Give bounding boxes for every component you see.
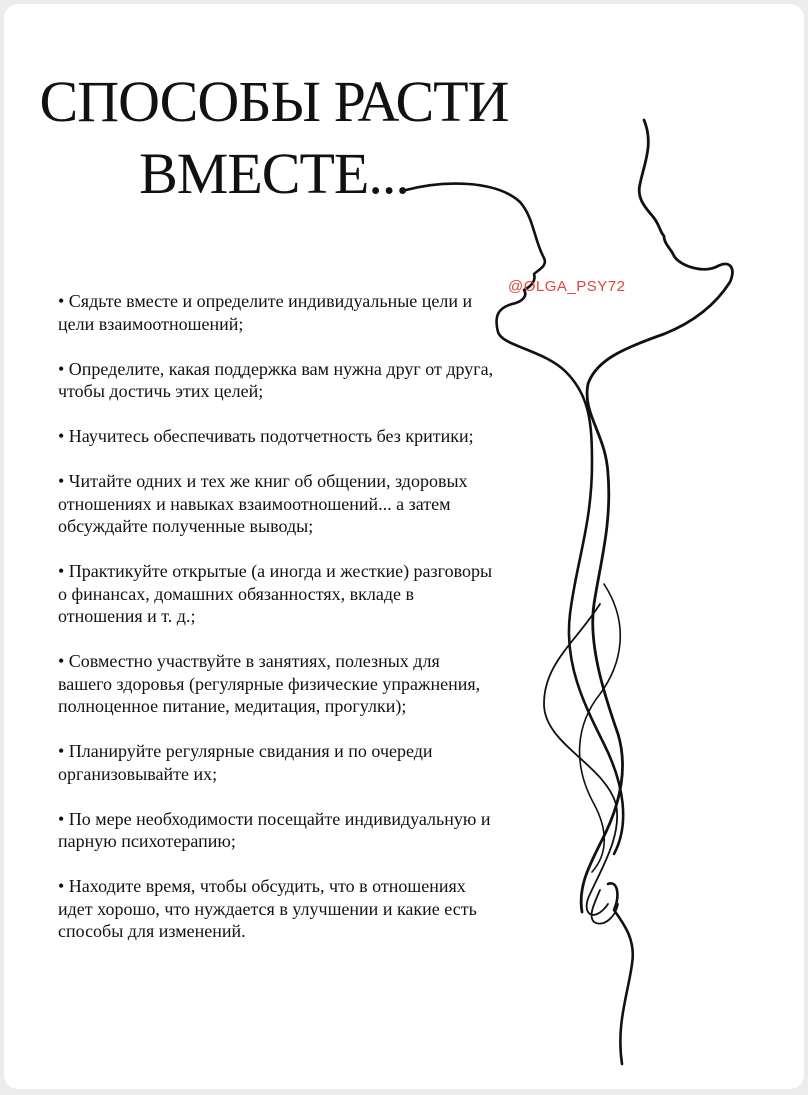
list-item: • По мере необходимости посещайте индивидуальную и парную психотерапию; <box>58 808 491 851</box>
page-title <box>4 66 544 210</box>
list-item: • Практикуйте открытые (а иногда и жесткие) разговоры о финансах, домашних обязанностях, вкладе в отношения и т. д.; <box>58 561 493 626</box>
list-item: • Читайте одних и тех же книг об общении, здоровых отношениях и навыках взаимоотношений... а затем обсуждайте полученные выводы; <box>58 471 468 536</box>
poster-card <box>4 4 804 1089</box>
list-item: • Находите время, чтобы обсудить, что в отношениях идет хорошо, что нуждается в улучшении и какие есть способы для изменений. <box>58 876 477 941</box>
list-item: • Сядьте вместе и определите индивидуальные цели и цели взаимоотношений; <box>58 291 473 334</box>
list-item: • Планируйте регулярные свидания и по очереди организовывайте их; <box>58 741 433 784</box>
list-item: • Определите, какая поддержка вам нужна друг от друга, чтобы достичь этих целей; <box>58 358 494 401</box>
list-item: • Научитесь обеспечивать подотчетность без критики; <box>58 426 474 446</box>
list-item: • Совместно участвуйте в занятиях, полезных для вашего здоровья (регулярные физические упражнения, полноценное питание, медитация, прогулки); <box>58 651 481 716</box>
tips-list <box>58 290 498 965</box>
title-line-1: СПОСОБЫ РАСТИ <box>39 69 509 134</box>
author-handle: @OLGA_PSY72 <box>508 278 626 295</box>
title-line-2: ВМЕСТЕ... <box>139 141 409 206</box>
